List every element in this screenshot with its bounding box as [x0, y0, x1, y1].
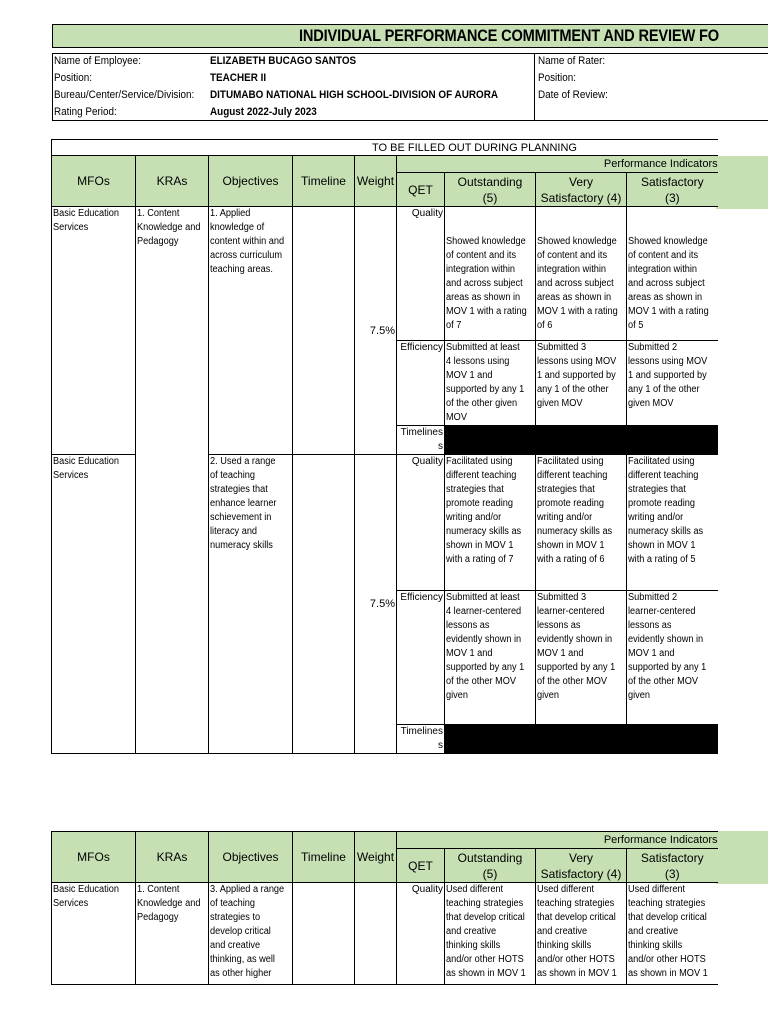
satisfactory-score: (3): [664, 866, 680, 881]
rater-label: Name of Rater:: [538, 55, 606, 67]
r3-quality-4: Used different teaching strategies that develop critical and creative thinking skills and/or other HOTS as shown in MOV 1: [536, 883, 627, 985]
header2-kras: KRAs: [136, 832, 209, 883]
r2-timeliness-bar: [445, 725, 718, 754]
very-label: Very: [568, 850, 593, 865]
header2-objectives: Objectives: [209, 832, 293, 883]
r3-kra: 1. Content Knowledge and Pedagogy: [136, 883, 209, 985]
r1-quality-5: Showed knowledge of content and its integration within and across subject areas as shown in MOV 1 with a rating of 7: [445, 207, 536, 341]
bureau-value: DITUMABO NATIONAL HIGH SCHOOL-DIVISION OF AURORA: [210, 89, 499, 101]
outstanding-label: Outstanding: [457, 850, 523, 865]
period-value: August 2022-July 2023: [210, 106, 317, 118]
r2-mfo: Basic Education Services: [52, 455, 136, 754]
period-label: Rating Period:: [54, 106, 117, 118]
r2-quality-3: Facilitated using different teaching strategies that promote reading writing and/or numeracy skills as shown in MOV 1 with a rating of 5: [627, 455, 718, 591]
r2-efficiency-5: Submitted at least 4 learner-centered lessons as evidently shown in MOV 1 and supported by any 1 of the other MOV given: [445, 591, 536, 725]
green-header-extension: [716, 156, 768, 209]
r2-timeliness-label: Timeliness: [397, 725, 445, 754]
satisfactory-label: Satisfactory: [640, 174, 704, 189]
header-satisfactory: [627, 173, 718, 207]
header-weight: Weight: [355, 156, 397, 207]
name-label: Name of Employee:: [54, 55, 141, 67]
r1-efficiency-3: Submitted 2 lessons using MOV 1 and supported by any 1 of the other given MOV: [627, 341, 718, 426]
bureau-label: Bureau/Center/Service/Division:: [54, 89, 195, 101]
r1-quality-label: Quality: [397, 207, 445, 341]
r3-quality-3: Used different teaching strategies that develop critical and creative thinking skills and/or other HOTS as shown in MOV 1: [627, 883, 718, 985]
employee-info-block: [52, 53, 768, 121]
very-sat-label: Satisfactory (4): [540, 866, 622, 881]
header-mfos: MFOs: [52, 156, 136, 207]
very-label: Very: [568, 174, 593, 189]
header2-satisfactory: [627, 849, 718, 883]
r1-mfo: Basic Education Services: [52, 207, 136, 455]
info-divider: [534, 54, 535, 120]
position-value: TEACHER II: [210, 72, 267, 84]
r1-efficiency-5: Submitted at least 4 lessons using MOV 1 and supported by any 1 of the other given MOV: [445, 341, 536, 426]
header-very-satisfactory: [536, 173, 627, 207]
r1-quality-4: Showed knowledge of content and its integration within and across subject areas as shown in MOV 1 with a rating of 6: [536, 207, 627, 341]
r1-kra: 1. Content Knowledge and Pedagogy: [136, 207, 209, 754]
r1-quality-3: Showed knowledge of content and its integration within and across subject areas as shown in MOV 1 with a rating of 5: [627, 207, 718, 341]
planning-label: TO BE FILLED OUT DURING PLANNING: [52, 140, 718, 156]
header2-qet: QET: [397, 849, 445, 883]
r1-timeline: [293, 207, 355, 455]
r2-quality-5: Facilitated using different teaching strategies that promote reading writing and/or numeracy skills as shown in MOV 1 with a rating of 7: [445, 455, 536, 591]
header2-timeline: Timeline: [293, 832, 355, 883]
outstanding-label: Outstanding: [457, 174, 523, 189]
r2-quality-4: Facilitated using different teaching strategies that promote reading writing and/or numeracy skills as shown in MOV 1 with a rating of 6: [536, 455, 627, 591]
header2-outstanding: [445, 849, 536, 883]
form-title-bar: [52, 24, 768, 48]
form-title: INDIVIDUAL PERFORMANCE COMMITMENT AND REVIEW FO: [299, 26, 719, 45]
r2-efficiency-3: Submitted 2 learner-centered lessons as evidently shown in MOV 1 and supported by any 1 of the other MOV given: [627, 591, 718, 725]
r2-timeline: [293, 455, 355, 754]
satisfactory-label: Satisfactory: [640, 850, 704, 865]
outstanding-score: (5): [482, 190, 498, 205]
r2-efficiency-label: Efficiency: [397, 591, 445, 725]
header-objectives: Objectives: [209, 156, 293, 207]
header-outstanding: [445, 173, 536, 207]
rater-position-label: Position:: [538, 72, 576, 84]
name-value: ELIZABETH BUCAGO SANTOS: [210, 55, 357, 67]
performance-table-continued: [51, 831, 718, 985]
very-sat-label: Satisfactory (4): [540, 190, 622, 205]
header-timeline: Timeline: [293, 156, 355, 207]
r2-efficiency-4: Submitted 3 learner-centered lessons as evidently shown in MOV 1 and supported by any 1 of the other MOV given: [536, 591, 627, 725]
header2-very-satisfactory: [536, 849, 627, 883]
header-qet: QET: [397, 173, 445, 207]
header-performance-indicators: Performance Indicators: [397, 156, 718, 173]
header2-performance-indicators: Performance Indicators: [397, 832, 718, 849]
r1-timeliness-bar: [445, 426, 718, 455]
performance-table: [51, 139, 718, 754]
r2-objective: 2. Used a range of teaching strategies that enhance learner schievement in literacy and numeracy skills: [209, 455, 293, 754]
r3-mfo: Basic Education Services: [52, 883, 136, 985]
r2-quality-label: Quality: [397, 455, 445, 591]
r1-efficiency-label: Efficiency: [397, 341, 445, 426]
r3-quality-5: Used different teaching strategies that develop critical and creative thinking skills and/or other HOTS as shown in MOV 1: [445, 883, 536, 985]
green-header-extension-2: [716, 831, 768, 884]
review-date-label: Date of Review:: [538, 89, 608, 101]
outstanding-score: (5): [482, 866, 498, 881]
position-label: Position:: [54, 72, 92, 84]
r3-quality-label: Quality: [397, 883, 445, 985]
r1-weight: 7.5%: [355, 207, 397, 455]
r1-objective: 1. Applied knowledge of content within and across curriculum teaching areas.: [209, 207, 293, 455]
r1-efficiency-4: Submitted 3 lessons using MOV 1 and supported by any 1 of the other given MOV: [536, 341, 627, 426]
satisfactory-score: (3): [664, 190, 680, 205]
header2-weight: Weight: [355, 832, 397, 883]
r1-timeliness-label: Timeliness: [397, 426, 445, 455]
header-kras: KRAs: [136, 156, 209, 207]
r2-weight: 7.5%: [355, 455, 397, 754]
r3-weight: [355, 883, 397, 985]
r3-timeline: [293, 883, 355, 985]
header2-mfos: MFOs: [52, 832, 136, 883]
r3-objective: 3. Applied a range of teaching strategies to develop critical and creative thinking, as well as other higher: [209, 883, 293, 985]
